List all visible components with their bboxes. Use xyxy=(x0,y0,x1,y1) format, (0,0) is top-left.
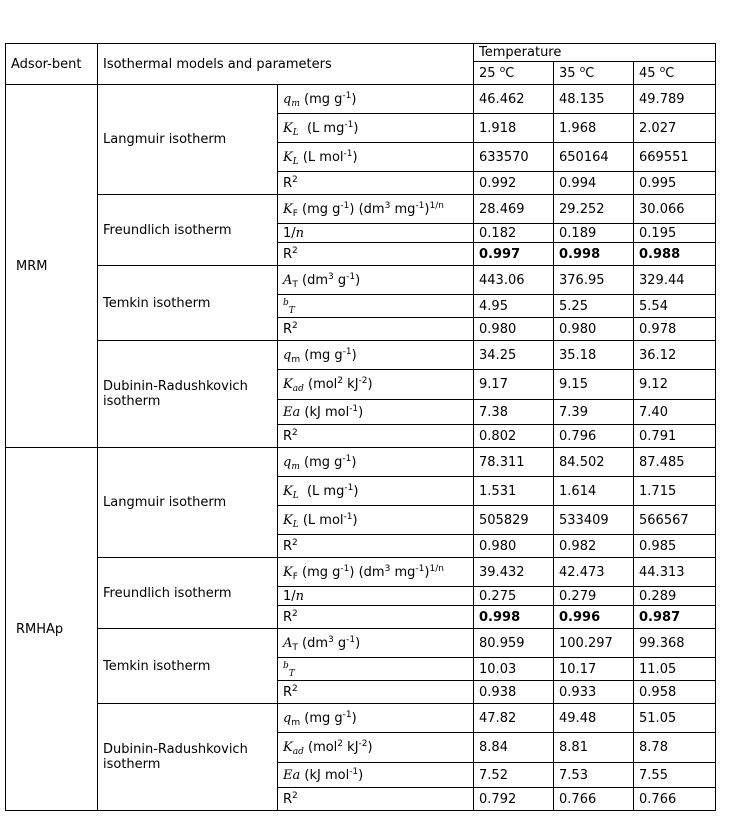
value-cell: 0.987 xyxy=(634,606,716,629)
model-name: Dubinin-Radushkovich isotherm xyxy=(98,341,278,448)
value-cell: 376.95 xyxy=(554,266,634,295)
value-cell: 7.38 xyxy=(474,400,554,425)
value-cell: 28.469 xyxy=(474,195,554,224)
value-cell: 87.485 xyxy=(634,448,716,477)
value-cell: 7.52 xyxy=(474,763,554,788)
value-cell: 46.462 xyxy=(474,85,554,114)
value-cell: 10.03 xyxy=(474,658,554,681)
table-row xyxy=(6,266,716,295)
header-temp-45: 45 $^o$C xyxy=(634,62,716,85)
param-kf: $K_F$ (mg $g^{-1}$) ($dm^3$ $mg^{-1})^{1/n}$ xyxy=(278,195,474,224)
model-name: Langmuir isotherm xyxy=(98,448,278,558)
value-cell: 34.25 xyxy=(474,341,554,370)
param-r2: $R^2$ xyxy=(278,606,474,629)
param-r2: $R^2$ xyxy=(278,425,474,448)
model-name: Langmuir isotherm xyxy=(98,85,278,195)
value-cell: 505829 xyxy=(474,506,554,535)
table-row xyxy=(6,341,716,370)
value-cell: 1.614 xyxy=(554,477,634,506)
value-cell: 1.531 xyxy=(474,477,554,506)
value-cell: 2.027 xyxy=(634,114,716,143)
value-cell: 8.78 xyxy=(634,733,716,763)
value-cell: 0.994 xyxy=(554,172,634,195)
value-cell: 0.980 xyxy=(554,318,634,341)
value-cell: 36.12 xyxy=(634,341,716,370)
value-cell: 80.959 xyxy=(474,629,554,658)
value-cell: 669551 xyxy=(634,143,716,172)
value-cell: 0.958 xyxy=(634,681,716,704)
value-cell: 10.17 xyxy=(554,658,634,681)
value-cell: 49.789 xyxy=(634,85,716,114)
value-cell: 0.275 xyxy=(474,587,554,606)
param-kf: $K_F$ (mg $g^{-1}$) ($dm^3$ $mg^{-1})^{1/n}$ xyxy=(278,558,474,587)
value-cell: 0.189 xyxy=(554,224,634,243)
value-cell: 30.066 xyxy=(634,195,716,224)
param-at: $A_T$ ($dm^3$ $g^{-1}$) xyxy=(278,266,474,295)
value-cell: 0.978 xyxy=(634,318,716,341)
param-r2: $R^2$ xyxy=(278,788,474,811)
table-row xyxy=(6,629,716,658)
value-cell: 0.182 xyxy=(474,224,554,243)
param-kl-mg: $K_L$ (L $mg^{-1}$) xyxy=(278,114,474,143)
param-bt: $^b_T$ xyxy=(278,658,474,681)
value-cell: 0.985 xyxy=(634,535,716,558)
value-cell: 0.982 xyxy=(554,535,634,558)
value-cell: 0.980 xyxy=(474,318,554,341)
model-name: Freundlich isotherm xyxy=(98,195,278,266)
value-cell: 1.715 xyxy=(634,477,716,506)
value-cell: 0.938 xyxy=(474,681,554,704)
param-kad: $K_{ad}$ (mol$^2$ $kJ^{-2}$) xyxy=(278,733,474,763)
param-kl-mol: $K_L$ (L mol$^{-1}$) xyxy=(278,506,474,535)
param-r2: $R^2$ xyxy=(278,681,474,704)
value-cell: 78.311 xyxy=(474,448,554,477)
value-cell: 0.995 xyxy=(634,172,716,195)
value-cell: 8.81 xyxy=(554,733,634,763)
value-cell: 5.54 xyxy=(634,295,716,318)
param-qm: $q_m$ (mg $g^{-1}$) xyxy=(278,85,474,114)
value-cell: 0.998 xyxy=(474,606,554,629)
value-cell: 35.18 xyxy=(554,341,634,370)
param-kad: $K_{ad}$ (mol$^2$ $kJ^{-2}$) xyxy=(278,370,474,400)
param-bt: $^b_T$ xyxy=(278,295,474,318)
param-r2: $R^2$ xyxy=(278,318,474,341)
value-cell: 7.39 xyxy=(554,400,634,425)
value-cell: 39.432 xyxy=(474,558,554,587)
param-ea: Ea (kJ mol$^{-1}$) xyxy=(278,763,474,788)
value-cell: 0.998 xyxy=(554,243,634,266)
value-cell: 42.473 xyxy=(554,558,634,587)
isotherm-table xyxy=(5,43,716,811)
param-qm: $q_m$ (mg $g^{-1}$) xyxy=(278,704,474,733)
value-cell: 0.289 xyxy=(634,587,716,606)
table-body xyxy=(6,85,716,811)
value-cell: 1.968 xyxy=(554,114,634,143)
value-cell: 99.368 xyxy=(634,629,716,658)
value-cell: 0.279 xyxy=(554,587,634,606)
value-cell: 100.297 xyxy=(554,629,634,658)
param-1-over-n: 1/n xyxy=(278,224,474,243)
table-row xyxy=(6,448,716,477)
value-cell: 0.997 xyxy=(474,243,554,266)
param-r2: $R^2$ xyxy=(278,243,474,266)
value-cell: 0.766 xyxy=(554,788,634,811)
value-cell: 9.15 xyxy=(554,370,634,400)
value-cell: 51.05 xyxy=(634,704,716,733)
value-cell: 0.996 xyxy=(554,606,634,629)
value-cell: 7.55 xyxy=(634,763,716,788)
value-cell: 9.17 xyxy=(474,370,554,400)
value-cell: 0.802 xyxy=(474,425,554,448)
model-name: Freundlich isotherm xyxy=(98,558,278,629)
value-cell: 49.48 xyxy=(554,704,634,733)
value-cell: 0.988 xyxy=(634,243,716,266)
param-kl-mol: $K_L$ (L mol$^{-1}$) xyxy=(278,143,474,172)
value-cell: 4.95 xyxy=(474,295,554,318)
value-cell: 47.82 xyxy=(474,704,554,733)
value-cell: 0.992 xyxy=(474,172,554,195)
header-models-params: Isothermal models and parameters xyxy=(98,44,474,85)
value-cell: 0.980 xyxy=(474,535,554,558)
param-r2: $R^2$ xyxy=(278,172,474,195)
model-name: Temkin isotherm xyxy=(98,629,278,704)
param-1-over-n: 1/n xyxy=(278,587,474,606)
value-cell: 443.06 xyxy=(474,266,554,295)
model-name: Dubinin-Radushkovich isotherm xyxy=(98,704,278,811)
table-row xyxy=(6,704,716,733)
param-qm: $q_m$ (mg $g^{-1}$) xyxy=(278,341,474,370)
param-r2: $R^2$ xyxy=(278,535,474,558)
table-row xyxy=(6,195,716,224)
param-ea: Ea (kJ mol$^{-1}$) xyxy=(278,400,474,425)
value-cell: 329.44 xyxy=(634,266,716,295)
param-qm: $q_m$ (mg $g^{-1}$) xyxy=(278,448,474,477)
value-cell: 11.05 xyxy=(634,658,716,681)
table-row xyxy=(6,558,716,587)
value-cell: 7.40 xyxy=(634,400,716,425)
value-cell: 5.25 xyxy=(554,295,634,318)
value-cell: 1.918 xyxy=(474,114,554,143)
value-cell: 44.313 xyxy=(634,558,716,587)
value-cell: 533409 xyxy=(554,506,634,535)
value-cell: 0.933 xyxy=(554,681,634,704)
adsorbent-name: RMHAp xyxy=(6,448,98,811)
header-temp-25: 25 $^o$C xyxy=(474,62,554,85)
value-cell: 566567 xyxy=(634,506,716,535)
table-row xyxy=(6,85,716,114)
value-cell: 9.12 xyxy=(634,370,716,400)
value-cell: 0.195 xyxy=(634,224,716,243)
value-cell: 0.796 xyxy=(554,425,634,448)
value-cell: 48.135 xyxy=(554,85,634,114)
value-cell: 29.252 xyxy=(554,195,634,224)
model-name: Temkin isotherm xyxy=(98,266,278,341)
value-cell: 0.791 xyxy=(634,425,716,448)
value-cell: 0.766 xyxy=(634,788,716,811)
value-cell: 84.502 xyxy=(554,448,634,477)
adsorbent-name: MRM xyxy=(6,85,98,448)
value-cell: 8.84 xyxy=(474,733,554,763)
value-cell: 650164 xyxy=(554,143,634,172)
header-temp-35: 35 $^o$C xyxy=(554,62,634,85)
value-cell: 7.53 xyxy=(554,763,634,788)
value-cell: 633570 xyxy=(474,143,554,172)
param-at: $A_T$ ($dm^3$ $g^{-1}$) xyxy=(278,629,474,658)
value-cell: 0.792 xyxy=(474,788,554,811)
param-kl-mg: $K_L$ (L $mg^{-1}$) xyxy=(278,477,474,506)
header-temperature: Temperature xyxy=(474,44,716,62)
header-adsorbent: Adsor-bent xyxy=(6,44,98,85)
